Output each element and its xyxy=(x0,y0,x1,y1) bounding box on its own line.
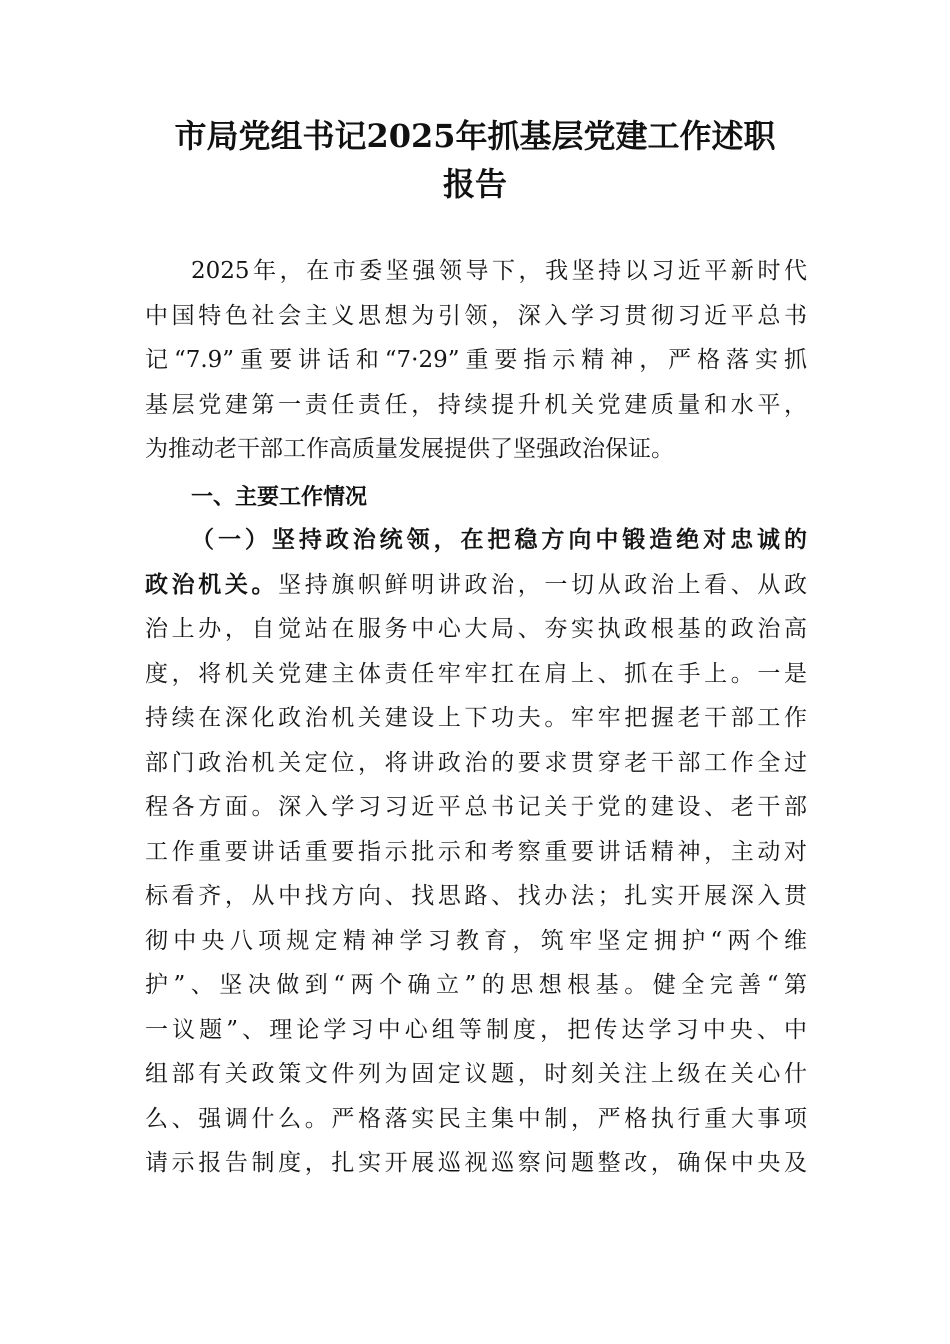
body-line: 程各方面。深入学习习近平总书记关于党的建设、老干部 xyxy=(145,794,807,820)
body-line: 度，将机关党建主体责任牢牢扛在肩上、抓在手上。一是 xyxy=(145,660,807,687)
intro-line: 中国特色社会主义思想为引领，深入学习贯彻习近平总书 xyxy=(145,302,807,329)
title-line-1: 市局党组书记2025年抓基层党建工作述职 xyxy=(174,117,776,155)
document-title xyxy=(140,112,810,208)
body-line: 护”、坚决做到“两个确立”的思想根基。健全完善“第 xyxy=(145,972,807,998)
section-heading: 一、主要工作情况 xyxy=(191,485,368,510)
body-line: 治上办，自觉站在服务中心大局、夯实执政根基的政治高 xyxy=(145,616,807,642)
body-line: 一议题”、理论学习中心组等制度，把传达学习中央、中 xyxy=(145,1016,807,1043)
body-line: 请示报告制度，扎实开展巡视巡察问题整改，确保中央及 xyxy=(145,1150,807,1176)
intro-line: 2025年，在市委坚强领导下，我坚持以习近平新时代 xyxy=(191,258,807,284)
body-line: 么、强调什么。严格落实民主集中制，严格执行重大事项 xyxy=(145,1105,807,1132)
body-line: 部门政治机关定位，将讲政治的要求贯穿老干部工作全过 xyxy=(145,749,807,776)
body-line: 持续在深化政治机关建设上下功夫。牢牢把握老干部工作 xyxy=(145,705,807,731)
intro-line: 记“7.9”重要讲话和“7·29”重要指示精神，严格落实抓 xyxy=(145,347,807,373)
subsection-line-2-rest: 坚持旗帜鲜明讲政治，一切从政治上看、从政 xyxy=(278,571,807,598)
intro-line: 为推动老干部工作高质量发展提供了坚强政治保证。 xyxy=(145,436,674,462)
subsection-line-2 xyxy=(145,563,807,608)
body-line: 彻中央八项规定精神学习教育，筑牢坚定拥护“两个维 xyxy=(145,927,807,954)
title-line-2: 报告 xyxy=(442,165,507,203)
body-line: 组部有关政策文件列为固定议题，时刻关注上级在关心什 xyxy=(145,1061,807,1087)
intro-paragraph xyxy=(145,249,807,472)
subsection-heading-lead: 政治机关。 xyxy=(145,570,279,598)
body-line: 标看齐，从中找方向、找思路、找办法；扎实开展深入贯 xyxy=(145,883,807,909)
subsection-paragraph xyxy=(145,518,807,1186)
subsection-heading-line: （一）坚持政治统领，在把稳方向中锻造绝对忠诚的 xyxy=(191,526,807,553)
body-line: 工作重要讲话重要指示批示和考察重要讲话精神，主动对 xyxy=(145,838,807,865)
intro-line: 基层党建第一责任责任，持续提升机关党建质量和水平， xyxy=(145,391,807,418)
